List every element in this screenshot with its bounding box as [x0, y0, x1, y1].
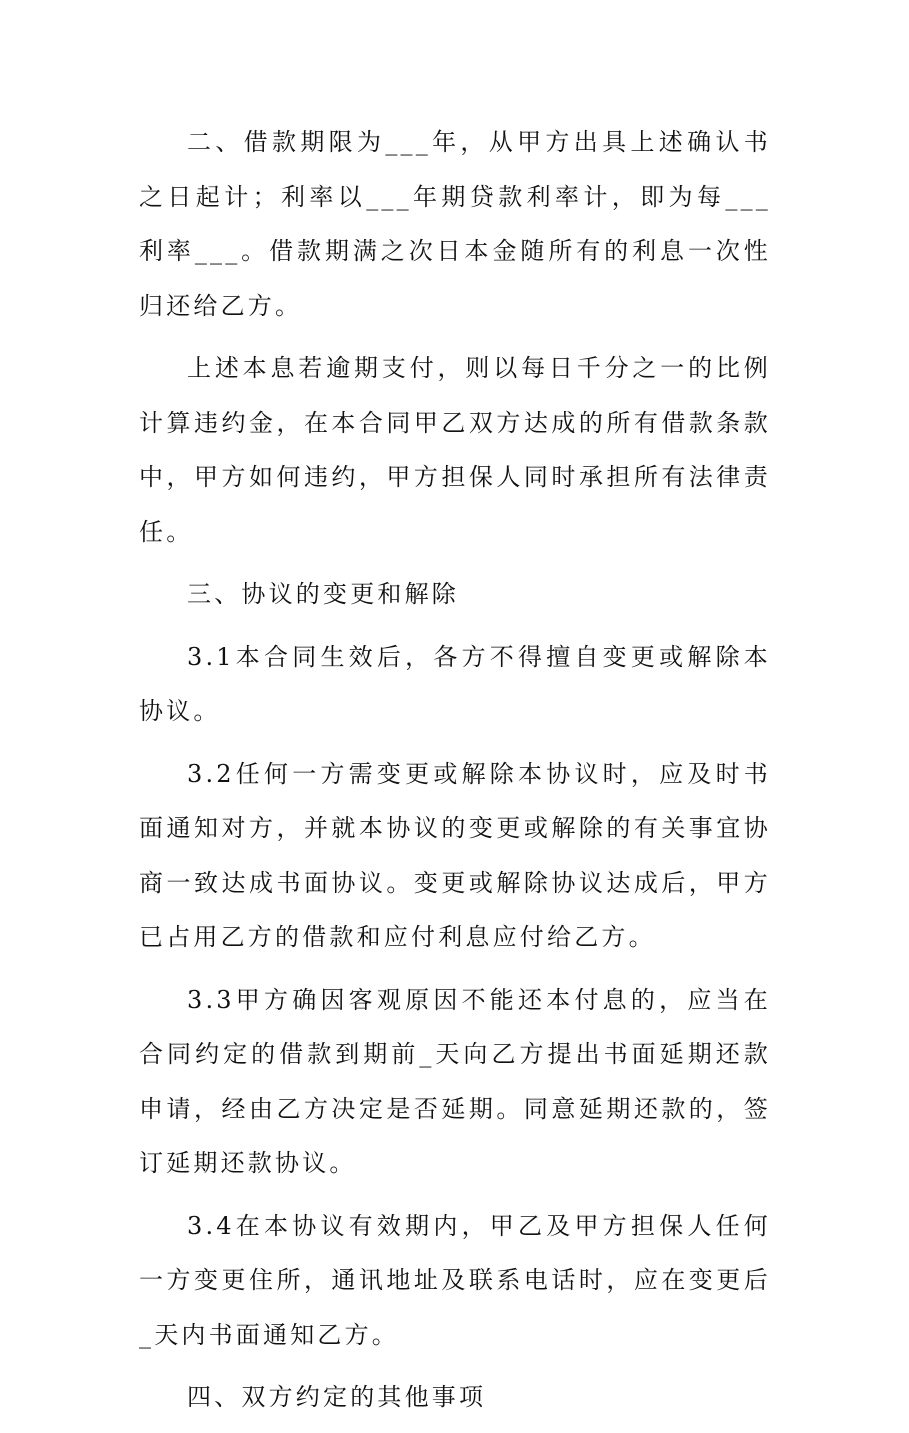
- clause-3-4: 3.4在本协议有效期内，甲乙及甲方担保人任何一方变更住所，通讯地址及联系电话时，应在变更后_天内书面通知乙方。: [139, 1211, 771, 1349]
- clause-3-3: 3.3甲方确因客观原因不能还本付息的，应当在合同约定的借款到期前_天向乙方提出书面延期还款申请，经由乙方决定是否延期。同意延期还款的，签订延期还款协议。: [139, 985, 771, 1177]
- section-heading-amendment: 三、协议的变更和解除: [187, 580, 459, 608]
- document-page: [139, 115, 771, 1433]
- clause-3-1: 3.1本合同生效后，各方不得擅自变更或解除本协议。: [139, 642, 771, 725]
- paragraph-loan-term: 二、借款期限为___年，从甲方出具上述确认书之日起计；利率以___年期贷款利率计，即为每___利率___。借款期满之次日本金随所有的利息一次性归还给乙方。: [139, 128, 771, 320]
- paragraph-overdue-penalty: 上述本息若逾期支付，则以每日千分之一的比例计算违约金，在本合同甲乙双方达成的所有借款条款中，甲方如何违约，甲方担保人同时承担所有法律责任。: [139, 354, 771, 546]
- clause-3-2: 3.2任何一方需变更或解除本协议时，应及时书面通知对方，并就本协议的变更或解除的有关事宜协商一致达成书面协议。变更或解除协议达成后，甲方已占用乙方的借款和应付利息应付给乙方。: [139, 759, 771, 951]
- section-heading-other-matters: 四、双方约定的其他事项: [187, 1383, 487, 1411]
